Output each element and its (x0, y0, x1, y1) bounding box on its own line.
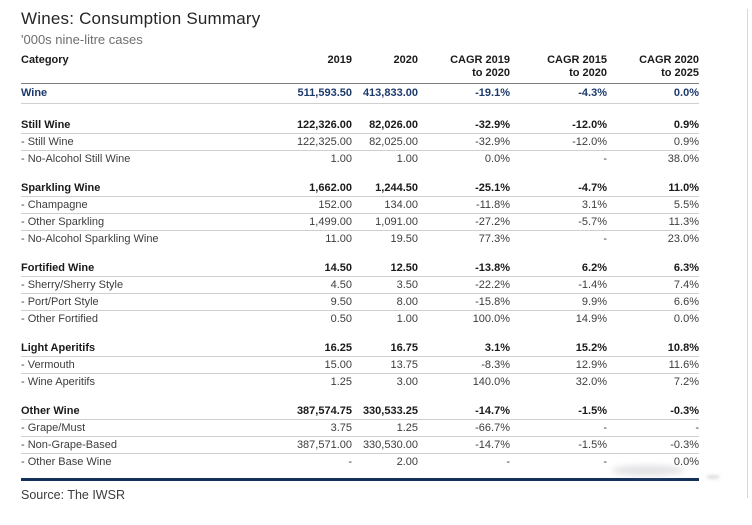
row-value: 12.9% (575, 358, 607, 371)
row-value: -22.2% (475, 278, 510, 291)
row-value: 12.50 (390, 261, 418, 274)
row-value: 19.50 (390, 232, 418, 245)
row-category-label: - Sherry/Sherry Style (21, 278, 124, 291)
row-value: 15.00 (324, 358, 352, 371)
row-value: 32.0% (575, 375, 607, 388)
row-value: 9.50 (330, 295, 352, 308)
page-subtitle: '000s nine-litre cases (21, 32, 143, 47)
row-value: 14.9% (575, 312, 607, 325)
table-section (21, 117, 699, 167)
table-body (21, 84, 699, 470)
table-row (21, 151, 699, 167)
row-value: 8.00 (396, 295, 418, 308)
table-header-row (21, 54, 699, 84)
page-title: Wines: Consumption Summary (21, 9, 261, 28)
row-value: 0.50 (330, 312, 352, 325)
row-value: -11.8% (475, 198, 510, 211)
table-row (21, 84, 699, 104)
row-value: 6.3% (673, 261, 699, 274)
column-header-cagr-2019-2020: CAGR 2019 to 2020 (450, 54, 510, 79)
row-value: 413,833.00 (362, 87, 418, 99)
column-header-2019: 2019 (327, 54, 352, 66)
row-category-label: - Champagne (21, 198, 88, 211)
row-value: -15.8% (475, 295, 510, 308)
row-value: 1.00 (396, 312, 418, 325)
row-value: 1,244.50 (375, 181, 418, 194)
row-value: - (348, 455, 352, 468)
row-value: - (603, 455, 607, 468)
column-header-category: Category (21, 54, 69, 66)
row-value: -1.4% (578, 278, 607, 291)
row-value: 1,499.00 (309, 215, 352, 228)
row-category-label: - Still Wine (21, 135, 74, 148)
row-value: -0.3% (670, 404, 699, 417)
row-category-label: - Non-Grape-Based (21, 438, 117, 451)
row-value: 4.50 (330, 278, 352, 291)
row-category-label: - Other Fortified (21, 312, 99, 325)
row-category-label: - No-Alcohol Still Wine (21, 152, 131, 165)
row-value: 1.00 (396, 152, 418, 165)
row-value: -4.7% (578, 181, 607, 194)
table-row (21, 294, 699, 311)
row-value: 5.5% (673, 198, 699, 211)
row-value: 3.00 (396, 375, 418, 388)
row-value: -27.2% (475, 215, 510, 228)
row-value: 330,533.25 (362, 404, 418, 417)
source-note: Source: The IWSR (21, 488, 125, 502)
row-value: 0.0% (484, 152, 510, 165)
row-category-label: Wine (21, 87, 48, 99)
row-value: 0.0% (673, 312, 699, 325)
table-row (21, 214, 699, 231)
row-value: 3.75 (330, 421, 352, 434)
row-value: 16.25 (324, 341, 352, 354)
table-bottom-divider (21, 478, 699, 481)
row-value: 1.25 (330, 375, 352, 388)
column-header-cagr-2015-2020: CAGR 2015 to 2020 (547, 54, 607, 79)
row-value: -14.7% (475, 404, 510, 417)
row-category-label: - Port/Port Style (21, 295, 99, 308)
row-value: -5.7% (578, 215, 607, 228)
row-category-label: - No-Alcohol Sparkling Wine (21, 232, 159, 245)
consumption-table (21, 54, 699, 470)
table-section (21, 260, 699, 327)
row-value: 0.0% (673, 87, 699, 99)
row-category-label: - Other Sparkling (21, 215, 105, 228)
row-value: -4.3% (578, 87, 607, 99)
row-value: 6.2% (581, 261, 607, 274)
row-value: 6.6% (673, 295, 699, 308)
watermark-dot (706, 475, 720, 479)
row-value: -25.1% (475, 181, 510, 194)
table-row (21, 231, 699, 247)
row-value: 82,025.00 (369, 135, 418, 148)
table-row (21, 311, 699, 327)
column-header-cagr-2020-2025: CAGR 2020 to 2025 (639, 54, 699, 79)
table-row (21, 403, 699, 420)
row-value: - (603, 421, 607, 434)
row-value: 7.4% (673, 278, 699, 291)
row-value: -1.5% (578, 438, 607, 451)
row-value: 3.50 (396, 278, 418, 291)
page-edge-line (747, 9, 748, 498)
row-category-label: Fortified Wine (21, 261, 95, 274)
row-value: 0.0% (673, 455, 699, 468)
row-category-label: - Wine Aperitifs (21, 375, 95, 388)
table-row (21, 260, 699, 277)
row-value: -1.5% (578, 404, 607, 417)
row-value: 140.0% (472, 375, 510, 388)
row-category-label: - Other Base Wine (21, 455, 112, 468)
row-value: 0.9% (673, 118, 699, 131)
row-value: -32.9% (475, 118, 510, 131)
table-row (21, 134, 699, 151)
row-value: 1.00 (330, 152, 352, 165)
row-value: 38.0% (667, 152, 699, 165)
row-value: 511,593.50 (297, 87, 352, 99)
row-value: - (506, 455, 510, 468)
row-value: 16.75 (390, 341, 418, 354)
column-header-2020: 2020 (393, 54, 418, 66)
row-category-label: Sparkling Wine (21, 181, 101, 194)
table-row (21, 180, 699, 197)
table-row (21, 197, 699, 214)
table-section (21, 180, 699, 247)
report-page (0, 9, 752, 525)
row-value: -32.9% (475, 135, 510, 148)
row-value: 1,662.00 (309, 181, 352, 194)
row-value: - (603, 152, 607, 165)
row-value: 152.00 (318, 198, 352, 211)
row-category-label: - Grape/Must (21, 421, 86, 434)
row-value: 11.00 (325, 232, 352, 245)
row-value: 23.0% (667, 232, 699, 245)
row-category-label: - Vermouth (21, 358, 75, 371)
row-value: -14.7% (475, 438, 510, 451)
row-value: 387,571.00 (296, 438, 352, 451)
table-row (21, 454, 699, 470)
row-value: - (603, 232, 607, 245)
row-value: 82,026.00 (369, 118, 418, 131)
row-value: 11.6% (668, 358, 699, 371)
row-value: 2.00 (396, 455, 418, 468)
row-value: 11.3% (668, 215, 699, 228)
row-value: 3.1% (581, 198, 607, 211)
row-value: -0.3% (670, 438, 699, 451)
table-section (21, 340, 699, 390)
row-value: 122,326.00 (296, 118, 352, 131)
row-value: 15.2% (575, 341, 607, 354)
table-row (21, 437, 699, 454)
row-value: 1,091.00 (375, 215, 418, 228)
table-section (21, 84, 699, 104)
row-value: 1.25 (396, 421, 418, 434)
row-value: 9.9% (581, 295, 607, 308)
row-category-label: Other Wine (21, 404, 80, 417)
row-value: 3.1% (484, 341, 510, 354)
table-row (21, 277, 699, 294)
row-value: 134.00 (384, 198, 418, 211)
row-value: 122,325.00 (296, 135, 352, 148)
row-value: -19.1% (475, 87, 510, 99)
row-value: 7.2% (673, 375, 699, 388)
table-row (21, 374, 699, 390)
row-value: 14.50 (324, 261, 352, 274)
row-value: -66.7% (475, 421, 510, 434)
row-value: - (695, 421, 699, 434)
row-category-label: Light Aperitifs (21, 341, 96, 354)
row-value: -8.3% (481, 358, 510, 371)
table-row (21, 117, 699, 134)
table-row (21, 357, 699, 374)
row-value: 100.0% (472, 312, 510, 325)
row-category-label: Still Wine (21, 118, 71, 131)
row-value: -12.0% (572, 135, 607, 148)
row-value: 13.75 (390, 358, 418, 371)
row-value: 77.3% (478, 232, 510, 245)
row-value: 387,574.75 (296, 404, 352, 417)
row-value: -13.8% (475, 261, 510, 274)
table-section (21, 403, 699, 470)
row-value: -12.0% (572, 118, 607, 131)
row-value: 10.8% (667, 341, 699, 354)
row-value: 0.9% (673, 135, 699, 148)
table-row (21, 420, 699, 437)
table-row (21, 340, 699, 357)
row-value: 330,530.00 (362, 438, 418, 451)
row-value: 11.0% (668, 181, 699, 194)
